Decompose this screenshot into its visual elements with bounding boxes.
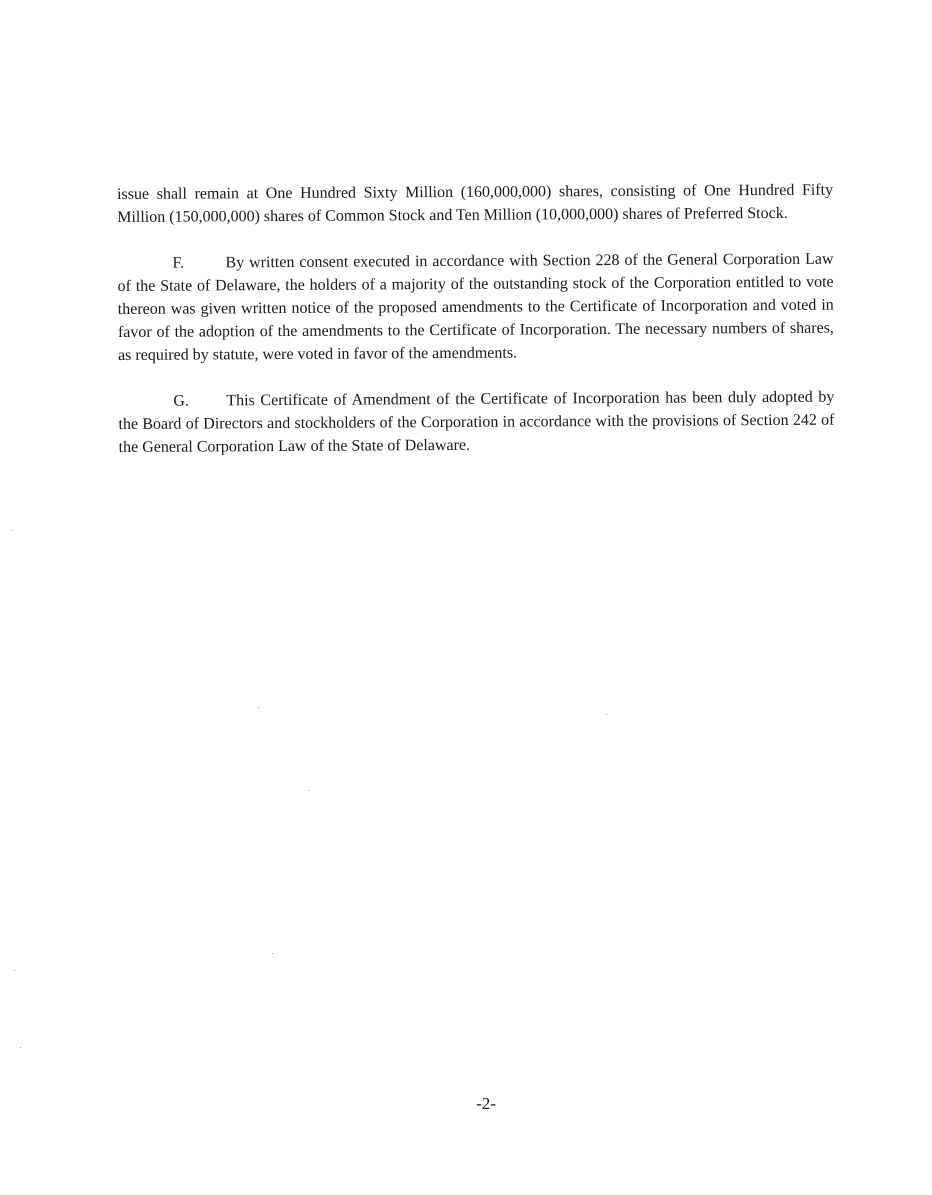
paragraph-text: This Certificate of Amendment of the Certificate of Incorporation has been duly adopted by the Board of Directors and stockholders of the Corporation in accordance with the provisions of Section 242 of the General Corporation Law of the State of Delaware. — [118, 388, 835, 456]
paragraph-label: F. — [172, 254, 185, 272]
scan-speck — [12, 530, 13, 531]
paragraph-g — [118, 386, 834, 459]
page-number: -2- — [476, 1094, 496, 1113]
scan-speck — [20, 1047, 21, 1048]
scan-speck — [258, 707, 259, 708]
scan-speck — [272, 953, 273, 954]
paragraph-continuation — [117, 179, 833, 229]
paragraph-text: By written consent executed in accordance with Section 228 of the General Corporation Law of the State of Delaware, the holders of a majority of the outstanding stock of the Corporation entitled to vote thereon was given written notice of the proposed amendments to the Certificate of Incorporation and voted in favor of the adoption of the amendments to the Certificate of Incorporation. The necessary numbers of shares, as required by statute, were voted in favor of the amendments. — [117, 250, 834, 364]
scan-speck — [14, 970, 15, 971]
scan-speck — [308, 790, 309, 791]
document-body — [117, 179, 835, 482]
paragraph-f — [117, 248, 834, 367]
paragraph-label: G. — [173, 392, 189, 410]
paragraph-text: issue shall remain at One Hundred Sixty Million (160,000,000) shares, consisting of One Hundred Fifty Million (150,000,000) shares of Common Stock and Ten Million (10,000,000) shares of Preferred Stock. — [117, 181, 834, 226]
scan-speck — [606, 714, 607, 715]
